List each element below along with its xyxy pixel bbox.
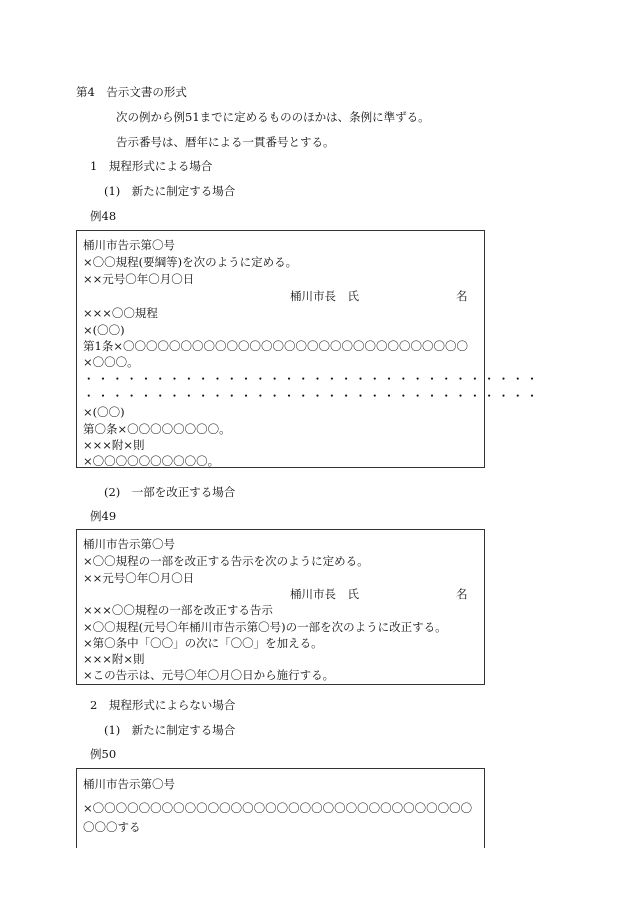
- ex49-notice-number: 桶川市告示第〇号: [83, 537, 175, 551]
- sub-item-2-1: (1) 新たに制定する場合: [104, 723, 236, 737]
- ex49-signer-name: 名: [456, 587, 468, 601]
- ex49-effective-date: ×この告示は、元号〇年〇月〇日から施行する。: [83, 668, 335, 682]
- ex49-amendment-intro: ×〇〇規程(元号〇年桶川市告示第〇号)の一部を次のように改正する。: [83, 620, 447, 634]
- example-48-label: 例48: [90, 209, 117, 223]
- sub-item-1-1: (1) 新たに制定する場合: [104, 184, 236, 198]
- ex49-supplementary: ×××附×則: [83, 652, 145, 666]
- ex48-article-1-cont: ×〇〇〇。: [83, 355, 139, 369]
- ex48-notice-number: 桶川市告示第〇号: [83, 238, 175, 252]
- ex48-date: ××元号〇年〇月〇日: [83, 272, 195, 286]
- ex48-caption: ×(〇〇): [83, 323, 125, 337]
- ex48-preamble: ×〇〇規程(要綱等)を次のように定める。: [83, 255, 298, 269]
- ex50-body: ×〇〇〇〇〇〇〇〇〇〇〇〇〇〇〇〇〇〇〇〇〇〇〇〇〇〇〇〇〇〇〇〇〇: [83, 801, 473, 815]
- ex50-body-cont: 〇〇〇する: [83, 820, 141, 834]
- ex49-amendment-title: ×××〇〇規程の一部を改正する告示: [83, 603, 273, 617]
- sub-item-1-2: (2) 一部を改正する場合: [104, 485, 236, 499]
- ex49-preamble: ×〇〇規程の一部を改正する告示を次のように定める。: [83, 554, 369, 568]
- example-49-label: 例49: [90, 509, 117, 523]
- example-50-label: 例50: [90, 747, 117, 761]
- ex48-supplementary-text: ×〇〇〇〇〇〇〇〇〇〇。: [83, 454, 220, 468]
- ex48-article-1: 第1条×〇〇〇〇〇〇〇〇〇〇〇〇〇〇〇〇〇〇〇〇〇〇〇〇〇〇〇〇〇〇: [83, 339, 468, 353]
- ex50-notice-number: 桶川市告示第〇号: [83, 777, 175, 791]
- ex48-signer-name: 名: [456, 289, 468, 303]
- example-49-box: [76, 529, 485, 685]
- paragraph-1: 次の例から例51までに定めるもののほかは、条例に準ずる。: [116, 110, 430, 124]
- ex48-article-n: 第〇条×〇〇〇〇〇〇〇〇。: [83, 422, 231, 436]
- ex48-regulation-title: ×××〇〇規程: [83, 306, 158, 320]
- section-heading: 第4 告示文書の形式: [76, 85, 187, 99]
- example-48-box: [76, 230, 541, 468]
- ex48-supplementary: ×××附×則: [83, 438, 145, 452]
- ex48-ellipsis-1: ・・・・・・・・・・・・・・・・・・・・・・・・・・・・・・・・: [83, 372, 541, 386]
- ex48-signer: 桶川市長 氏: [290, 289, 359, 303]
- ex49-date: ××元号〇年〇月〇日: [83, 571, 195, 585]
- example-50-box: [76, 768, 485, 848]
- paragraph-2: 告示番号は、暦年による一貫番号とする。: [116, 135, 335, 149]
- subsection-heading-1: 1 規程形式による場合: [90, 159, 213, 173]
- ex49-amendment-text: ×第〇条中「〇〇」の次に「〇〇」を加える。: [83, 636, 323, 650]
- ex49-signer: 桶川市長 氏: [290, 587, 359, 601]
- subsection-heading-2: 2 規程形式によらない場合: [90, 698, 236, 712]
- ex48-ellipsis-2: ・・・・・・・・・・・・・・・・・・・・・・・・・・・・・・・・: [83, 389, 541, 403]
- ex48-caption-2: ×(〇〇): [83, 405, 125, 419]
